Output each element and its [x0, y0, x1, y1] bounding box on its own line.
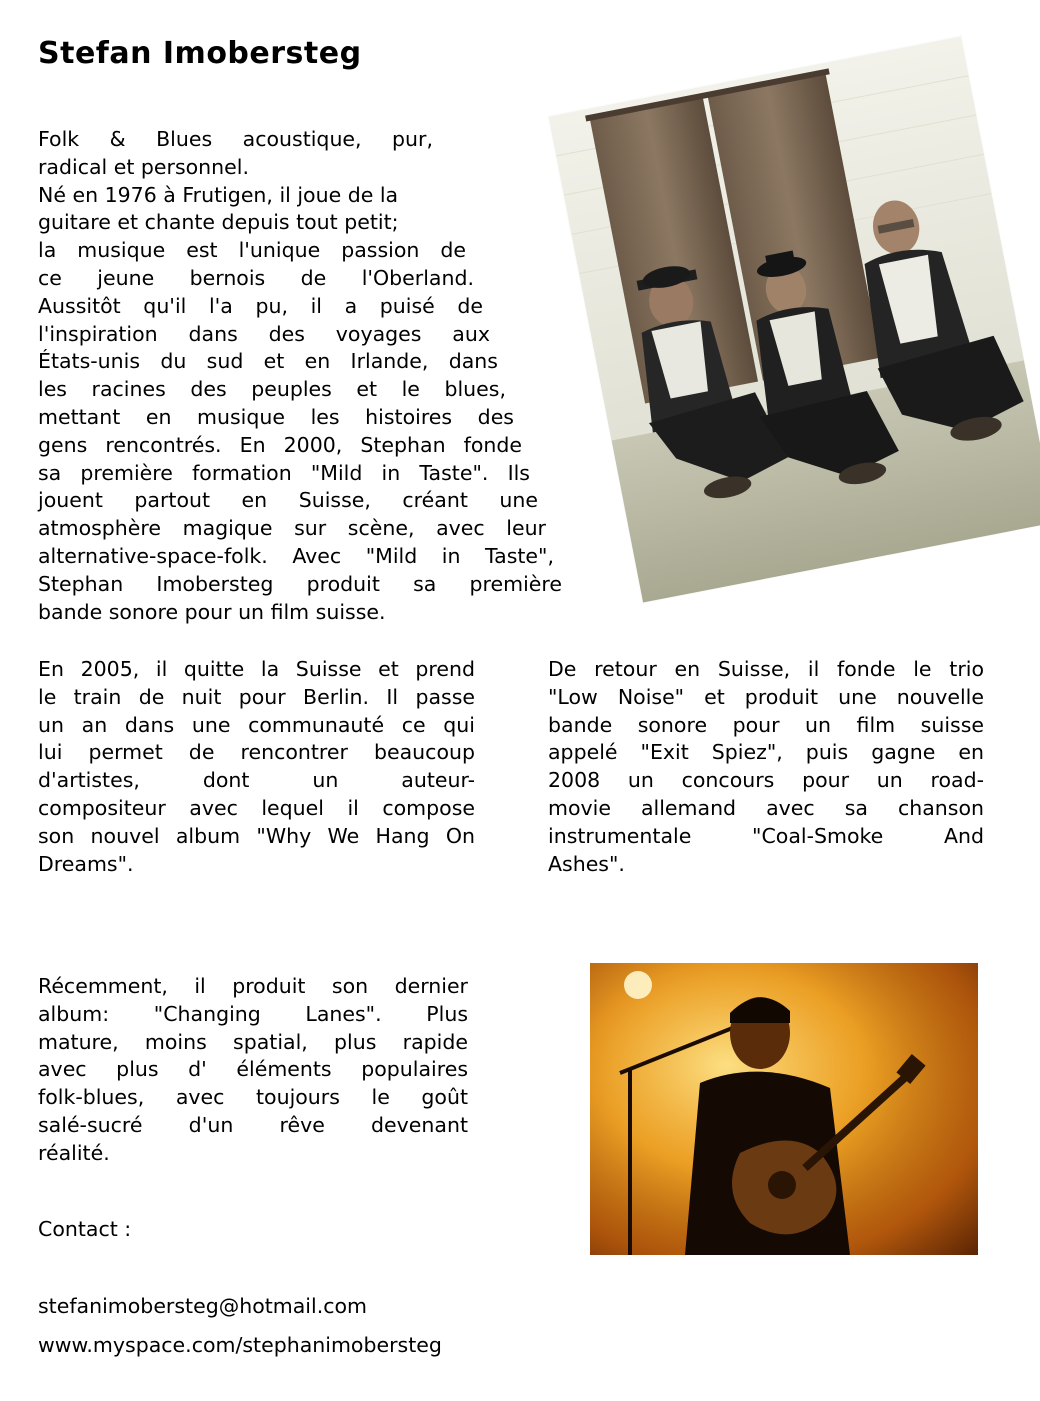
text-line: Dreams". [38, 851, 134, 876]
text-line: son nouvel album "Why We Hang On [38, 823, 475, 848]
text-line: Né en 1976 à Frutigen, il joue de la [38, 182, 399, 207]
text-line: folk-blues, avec toujours le goût [38, 1085, 468, 1110]
text-line: ce jeune bernois de l'Oberland. [38, 265, 474, 290]
text-line: radical et personnel. [38, 154, 249, 179]
text-line: Ashes". [548, 851, 625, 876]
text-line: movie allemand avec sa chanson [548, 795, 984, 820]
text-line: lui permet de rencontrer beaucoup [38, 740, 475, 765]
text-line: gens rencontrés. En 2000, Stephan fonde [38, 432, 522, 457]
text-line: l'inspiration dans des voyages aux [38, 321, 490, 346]
berlin-paragraph [38, 656, 475, 878]
text-line: salé-sucré d'un rêve devenant [38, 1112, 468, 1137]
text-line: En 2005, il quitte la Suisse et prend [38, 657, 475, 681]
band-photo [549, 36, 1040, 602]
text-line: alternative-space-folk. Avec "Mild in Taste", [38, 543, 554, 568]
text-line: un an dans une communauté ce qui [38, 712, 475, 737]
text-line: guitare et chante depuis tout petit; [38, 210, 399, 235]
text-line: Stephan Imobersteg produit sa première [38, 571, 562, 596]
text-line: jouent partout en Suisse, créant une [38, 488, 538, 513]
text-line: bande sonore pour un film suisse [548, 712, 984, 737]
text-line: mature, moins spatial, plus rapide [38, 1029, 468, 1054]
text-line: album: "Changing Lanes". Plus [38, 1001, 468, 1026]
concert-photo [590, 963, 978, 1255]
text-line: avec plus d' éléments populaires [38, 1057, 468, 1082]
text-line: réalité. [38, 1140, 110, 1165]
text-line: appelé "Exit Spiez", puis gagne en [548, 740, 984, 765]
text-line: 2008 un concours pour un road- [548, 768, 984, 793]
text-line: d'artistes, dont un auteur- [38, 768, 475, 793]
text-line: Récemment, il produit son dernier [38, 974, 468, 998]
contact-email-link[interactable]: stefanimobersteg@hotmail.com [38, 1294, 368, 1318]
text-line: bande sonore pour un film suisse. [38, 599, 386, 624]
text-line: sa première formation "Mild in Taste". Ils [38, 460, 530, 485]
return-paragraph [548, 656, 984, 878]
intro-paragraph [38, 126, 562, 626]
text-line: États-unis du sud et en Irlande, dans [38, 349, 498, 374]
text-line: Folk & Blues acoustique, pur, [38, 127, 433, 151]
text-line: compositeur avec lequel il compose [38, 795, 475, 820]
text-line: la musique est l'unique passion de [38, 238, 466, 263]
band-photo-illustration [549, 36, 1040, 602]
concert-photo-illustration [590, 963, 978, 1255]
text-line: instrumentale "Coal-Smoke And [548, 823, 984, 848]
text-line: De retour en Suisse, il fonde le trio [548, 657, 984, 681]
text-line: les racines des peuples et le blues, [38, 377, 506, 402]
text-line: "Low Noise" et produit une nouvelle [548, 684, 984, 709]
text-line: mettant en musique les histoires des [38, 404, 514, 429]
contact-label: Contact : [38, 1217, 132, 1241]
page-title: Stefan Imobersteg [38, 36, 362, 71]
text-line: Aussitôt qu'il l'a pu, il a puisé de [38, 293, 483, 318]
contact-website-link[interactable]: www.myspace.com/stephanimobersteg [38, 1333, 442, 1357]
text-line: le train de nuit pour Berlin. Il passe [38, 684, 475, 709]
text-line: atmosphère magique sur scène, avec leur [38, 516, 546, 541]
recent-paragraph [38, 973, 468, 1168]
